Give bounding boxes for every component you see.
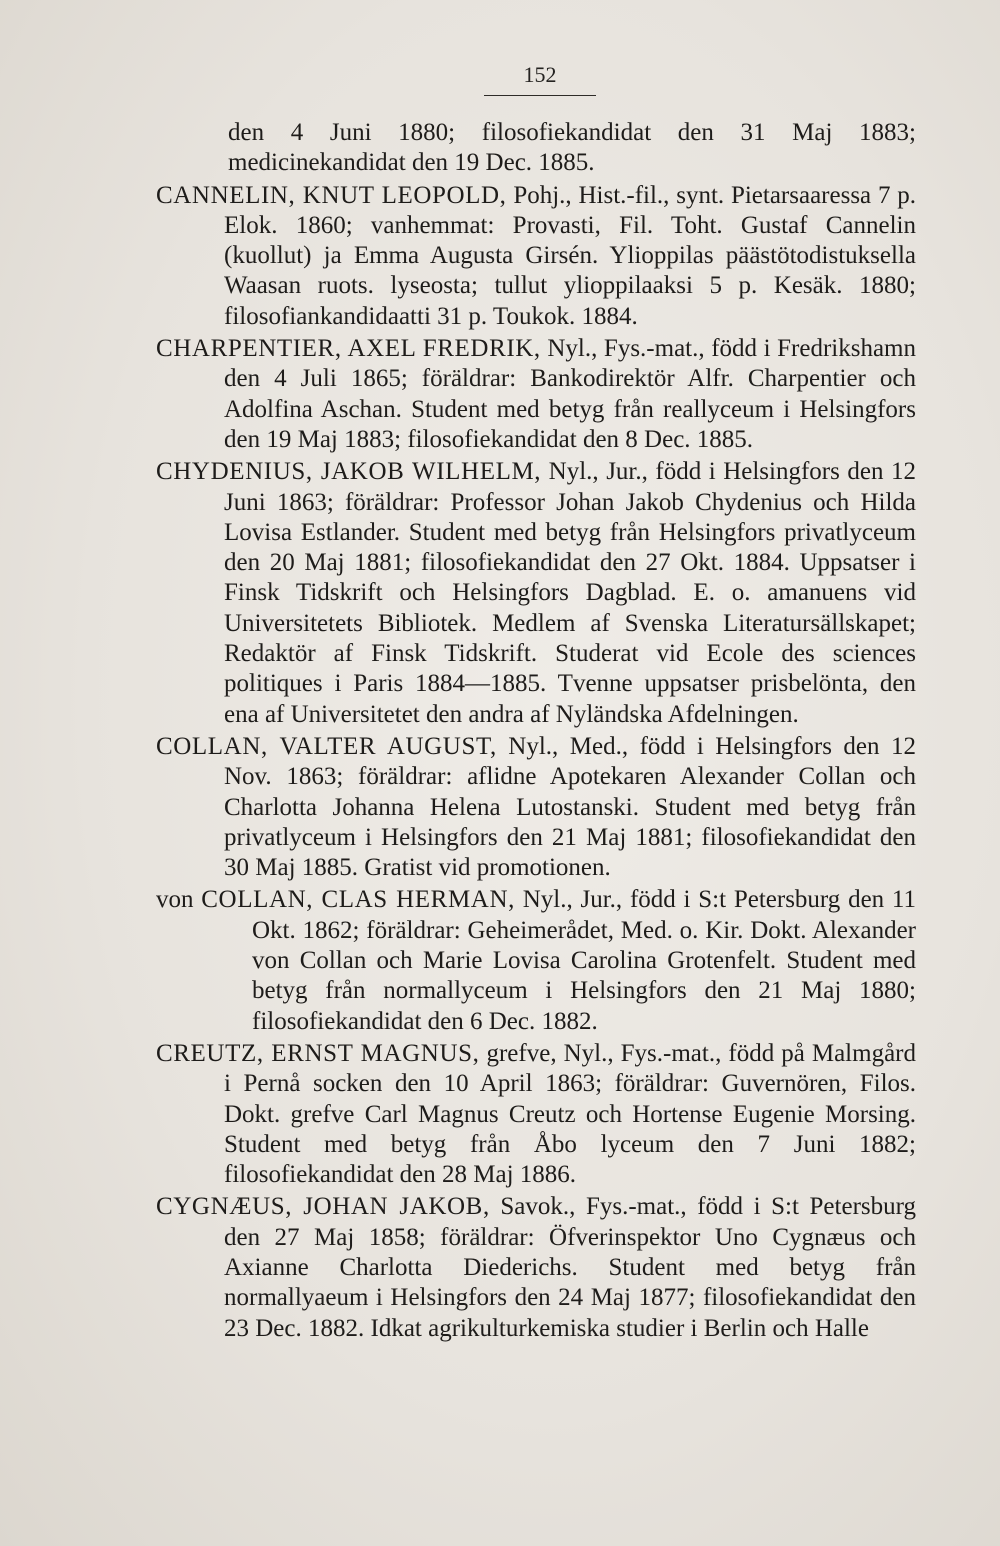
entry-name: CYGNÆUS, JOHAN JAKOB, (156, 1193, 490, 1221)
page-number: 152 (523, 62, 557, 87)
entry-name: CHYDENIUS, JAKOB WILHELM, (156, 458, 542, 486)
biography-entry (156, 334, 916, 455)
header-rule (484, 95, 596, 96)
entry-text: Nyl., Fys.-mat., född i Fredrikshamn den 4 Juli 1865; föräldrar: Bankodirektör Alfr. Charpentier och Adolfina Aschan. Student med betyg från reallyceum i Helsingfors den 19 Maj 1883; filosofiekandidat den 8 Dec. 1885. (224, 335, 916, 453)
entry-name: COLLAN, VALTER AUGUST, (156, 732, 497, 760)
biography-entry (156, 457, 916, 730)
entry-name: COLLAN, CLAS HERMAN, (201, 886, 515, 914)
entry-prefix: von (156, 886, 202, 914)
biography-entry (156, 1039, 916, 1190)
entry-name: CREUTZ, ERNST MAGNUS, (156, 1039, 480, 1067)
entry-text: grefve, Nyl., Fys.-mat., född på Malmgård i Pernå socken den 10 April 1863; föräldrar: Guvernören, Filos. Dokt. grefve Carl Magnus Creutz och Hortense Eugenie Morsing. Student med betyg från Åbo lyceum den 7 Juni 1882; filosofiekandidat den 28 Maj 1886. (224, 1039, 916, 1189)
entry-text: den 4 Juni 1880; filosofiekandidat den 31 Maj 1883; medicinekandidat den 19 Dec. 1885. (228, 119, 916, 177)
entry-name: CHARPENTIER, AXEL FREDRIK, (156, 335, 541, 363)
biography-entry (156, 1192, 916, 1343)
entry-text: Savok., Fys.-mat., född i S:t Petersburg den 27 Maj 1858; föräldrar: Öfverinspektor Uno Cygnæus och Axianne Charlotta Diederichs. Student med betyg från normallyaeum i Helsingfors den 24 Maj 1877; filosofiekandidat den 23 Dec. 1882. Idkat agrikulturkemiska studier i Berlin och Halle (224, 1193, 916, 1342)
entry-text: Nyl., Jur., född i Helsingfors den 12 Juni 1863; föräldrar: Professor Johan Jakob Chydenius och Hilda Lovisa Estlander. Student med betyg från Helsingfors privatlyceum den 20 Maj 1881; filosofiekandidat den 27 Okt. 1884. Uppsatser i Finsk Tidskrift och Helsingfors Dagblad. E. o. amanuens vid Universitetets Bibliotek. Medlem af Svenska Literatursällskapet; Redaktör af Finsk Tidskrift. Studerat vid Ecole des sciences politiques i Paris 1884—1885. Tvenne uppsatser prisbelönta, den ena af Universitetet den andra af Nyländska Afdelningen. (224, 458, 917, 728)
entry-text: Pohj., Hist.-fil., synt. Pietarsaaressa 7 p. Elok. 1860; vanhemmat: Provasti, Fil. Toht. Gustaf Cannelin (kuollut) ja Emma Augusta Girsén. Ylioppilas päästötodistuksella Waasan ruots. lyseosta; tullut ylioppilaaksi 5 p. Kesäk. 1880; filosofiankandidaatti 31 p. Toukok. 1884. (224, 181, 916, 330)
entry-text: Nyl., Jur., född i S:t Petersburg den 11 Okt. 1862; föräldrar: Geheimerådet, Med. o. Kir. Dokt. Alexander von Collan och Marie Lovisa Carolina Grotenfelt. Student med betyg från normallyceum i Helsingfors den 21 Maj 1880; filosofiekandidat den 6 Dec. 1882. (252, 886, 917, 1035)
biography-entry (156, 732, 916, 883)
page-body (156, 118, 916, 1344)
continuation-entry (156, 118, 916, 179)
biography-entry (156, 181, 916, 332)
entry-text: Nyl., Med., född i Helsingfors den 12 Nov. 1863; föräldrar: aflidne Apotekaren Alexander Collan och Charlotta Johanna Helena Lutostanski. Student med betyg från privatlyceum i Helsingfors den 21 Maj 1881; filosofiekandidat den 30 Maj 1885. Gratist vid promotionen. (224, 732, 917, 882)
entry-name: CANNELIN, KNUT LEOPOLD, (156, 181, 507, 209)
biography-entry (156, 885, 916, 1036)
